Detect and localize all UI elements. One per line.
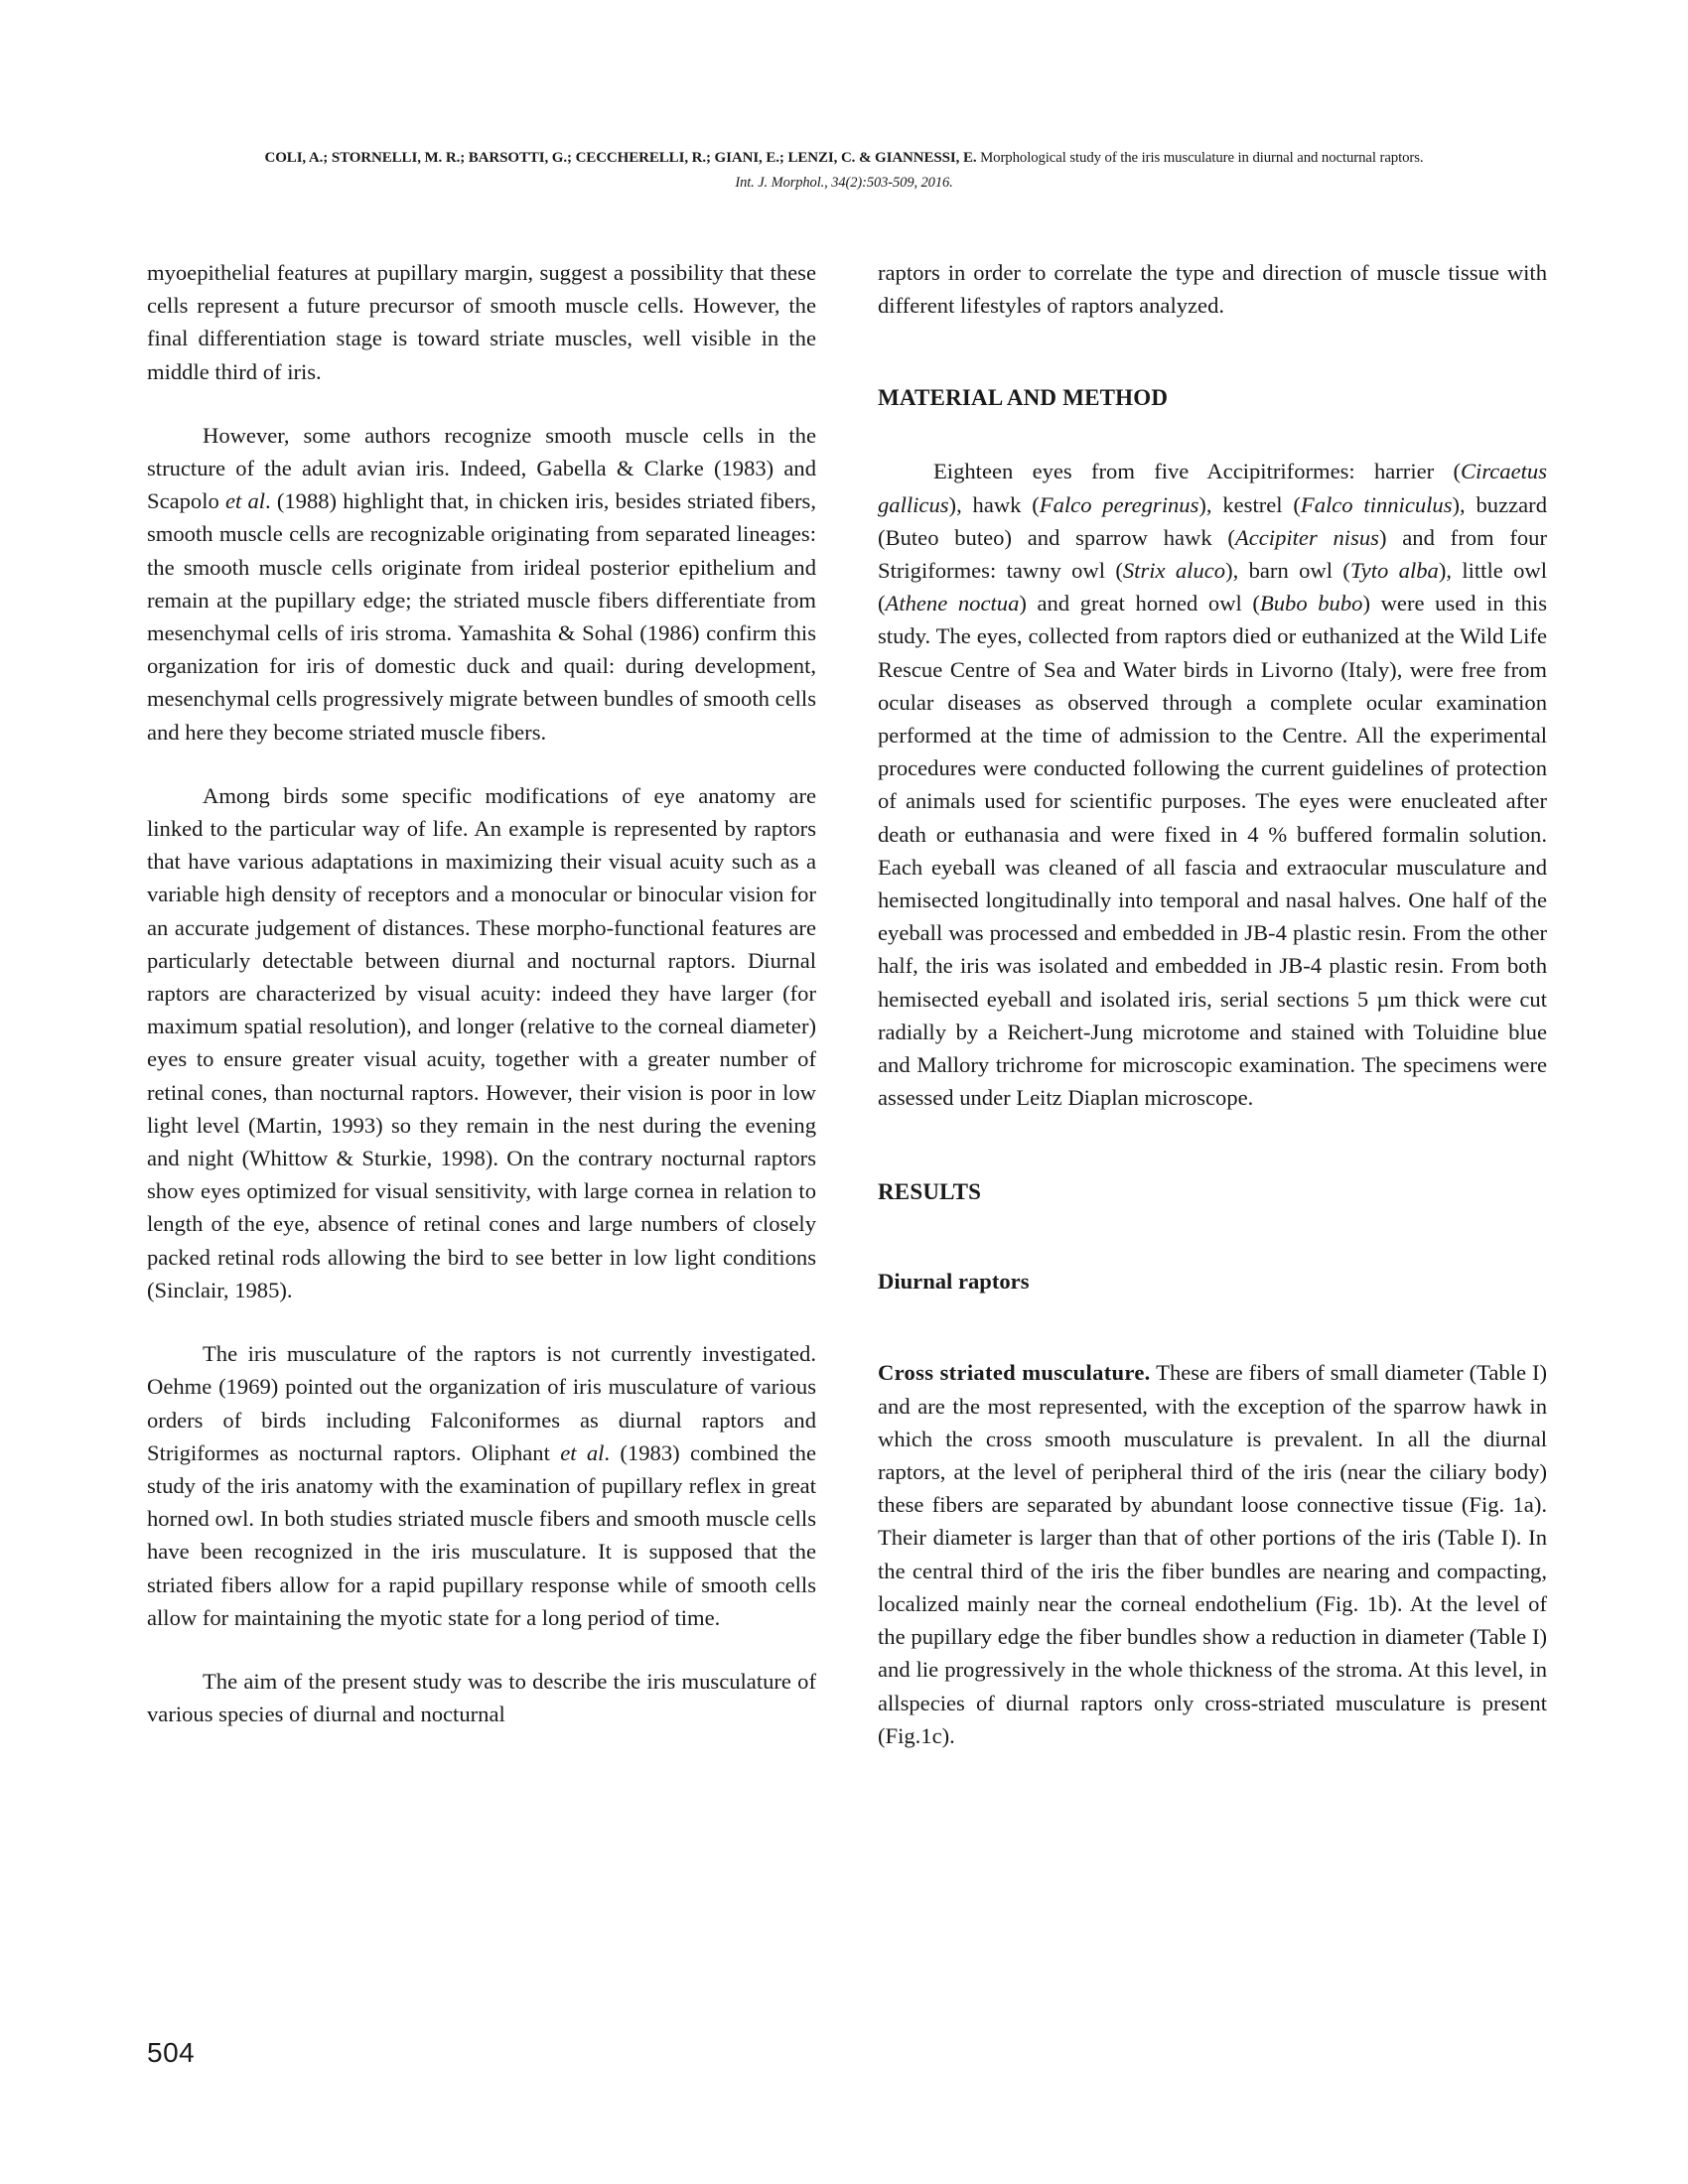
heading-diurnal-raptors: Diurnal raptors xyxy=(878,1269,1030,1295)
paragraph-iris-musculature-raptors xyxy=(147,1337,816,1634)
paragraph-aim-of-study: The aim of the present study was to describe the iris musculature of various species of diurnal and nocturnal xyxy=(147,1668,816,1727)
running-head xyxy=(149,147,1539,195)
species-circaetus-gallicus: Circaetus gallicus xyxy=(878,459,1547,517)
paragraph-myoepithelial: myoepithelial features at pupillary margin, suggest a possibility that these cells represent a future precursor of smooth muscle cells. However, the final differentiation stage is toward striate muscles, well visible in the middle third of iris. xyxy=(147,260,816,384)
species-falco-peregrinus: Falco peregrinus xyxy=(1039,491,1199,517)
paragraph-smooth-muscle-authors xyxy=(147,419,816,749)
right-column xyxy=(878,256,1547,1752)
text-run: . (1983) combined the study of the iris anatomy with the examination of pupillary reflex in great horned owl. In both studies striated muscle fibers and smooth muscle cells have been recognized in the iris musculature. It is supposed that the striated fibers allow for a rapid pupillary response while of smooth cells allow for maintaining the myotic state for a long period of time. xyxy=(147,1439,816,1630)
run-in-heading-cross-striated: Cross striated musculature. xyxy=(878,1360,1151,1386)
text-run: . (1988) highlight that, in chicken iris, besides striated fibers, smooth muscle cells are recognizable originating from separated lineages: the smooth muscle cells originate from irideal posterior epithelium and remain at the pupillary edge; the striated muscle fibers differentiate from mesenchymal cells of iris stroma. Yamashita & Sohal (1986) confirm this organization for iris of domestic duck and quail: during development, mesenchymal cells progressively migrate between bundles of smooth cells and here they become striated muscle fibers. xyxy=(147,488,817,745)
species-accipiter-nisus: Accipiter nisus xyxy=(1234,524,1379,550)
heading-material-and-method: MATERIAL AND METHOD xyxy=(878,385,1169,411)
page-number: 504 xyxy=(147,2037,196,2068)
running-head-article-title: Morphological study of the iris musculature in diurnal and nocturnal raptors. xyxy=(976,150,1424,166)
species-falco-tinniculus: Falco tinniculus xyxy=(1300,491,1453,517)
text-run: ) were used in this study. The eyes, collected from raptors died or euthanized at the Wild Life Rescue Centre of Sea and Water birds in Livorno (Italy), were free from ocular diseases as observed through a complete ocular examination performed at the time of admission to the Centre. All the experimental procedures were conducted following the current guidelines of protection of animals used for scientific purposes. The eyes were enucleated after death or euthanasia and were fixed in 4 % buffered formalin solution. Each eyeball was cleaned of all fascia and extraocular musculature and hemisected longitudinally into temporal and nasal halves. One half of the eyeball was processed and embedded in JB-4 plastic resin. From the other half, the iris was isolated and embedded in JB-4 plastic resin. From both hemisected eyeball and isolated iris, serial sections 5 µm thick were cut radially by a Reichert-Jung microtome and stained with Toluidine blue and Mallory trichrome for microscopic examination. The specimens were assessed under Leitz Diaplan microscope. xyxy=(878,591,1547,1111)
running-head-authors: COLI, A.; STORNELLI, M. R.; BARSOTTI, G.; CECCHERELLI, R.; GIANI, E.; LENZI, C. & GIANNESSI, E. xyxy=(264,150,977,166)
article-body xyxy=(147,256,1547,1752)
italic-et-al: et al xyxy=(224,488,266,514)
text-run: ), little owl ( xyxy=(878,558,1547,616)
heading-results: RESULTS xyxy=(878,1179,982,1205)
text-run: Eighteen eyes from five Accipitriformes: harrier ( xyxy=(933,459,1461,484)
species-athene-noctua: Athene noctua xyxy=(885,591,1020,616)
italic-et-al: et al xyxy=(560,1439,605,1465)
text-run: However, some authors recognize smooth muscle cells in the structure of the adult avian iris. Indeed, Gabella & Clarke (1983) and Scapolo xyxy=(147,422,816,514)
text-run: ) and great horned owl ( xyxy=(1019,591,1260,616)
text-run: ), hawk ( xyxy=(948,491,1040,517)
text-run: ), barn owl ( xyxy=(1225,558,1350,584)
paragraph-among-birds: Among birds some specific modifications of eye anatomy are linked to the particular way of life. An example is represented by raptors that have various adaptations in maximizing their visual acuity such as a variable high density of receptors and a monocular or binocular vision for an accurate judgement of distances. These morpho-functional features are particularly detectable between diurnal and nocturnal raptors. Diurnal raptors are characterized by visual acuity: indeed they have larger (for maximum spatial resolution), and longer (relative to the corneal diameter) eyes to ensure greater visual acuity, together with a greater number of retinal cones, than nocturnal raptors. However, their vision is poor in low light level (Martin, 1993) so they remain in the nest during the evening and night (Whittow & Sturkie, 1998). On the contrary nocturnal raptors show eyes optimized for visual sensitivity, with large cornea in relation to length of the eye, absence of retinal cones and large numbers of closely packed retinal rods allowing the bird to see better in low light conditions (Sinclair, 1985). xyxy=(147,782,816,1302)
paragraph-cross-striated-musculature xyxy=(878,1356,1547,1751)
species-strix-aluco: Strix aluco xyxy=(1122,558,1226,584)
paragraph-raptors-correlate: raptors in order to correlate the type and direction of muscle tissue with different lifestyles of raptors analyzed. xyxy=(878,260,1547,319)
species-bubo-bubo: Bubo bubo xyxy=(1259,591,1363,616)
text-run: These are fibers of small diameter (Table I) and are the most represented, with the exception of the sparrow hawk in which the cross smooth musculature is prevalent. In all the diurnal raptors, at the level of peripheral third of the iris (near the ciliary body) these fibers are separated by abundant loose connective tissue (Fig. 1a). Their diameter is larger than that of other portions of the iris (Table I). In the central third of the iris the fiber bundles are nearing and compacting, localized mainly near the corneal endothelium (Fig. 1b). At the level of the pupillary edge the fiber bundles show a reduction in diameter (Table I) and lie progressively in the whole thickness of the stroma. At this level, in allspecies of diurnal raptors only cross-striated musculature is present (Fig.1c). xyxy=(878,1360,1547,1748)
text-run: ) and from four Strigiformes: tawny owl ( xyxy=(878,524,1548,584)
text-run: ), buzzard (Buteo buteo) and sparrow hawk ( xyxy=(878,491,1548,550)
species-tyto-alba: Tyto alba xyxy=(1349,558,1439,584)
text-run: The iris musculature of the raptors is not currently investigated. Oehme (1969) pointed out the organization of iris musculature of various orders of birds including Falconiformes as diurnal raptors and Strigiformes as nocturnal raptors. Oliphant xyxy=(147,1341,816,1465)
paragraph-eighteen-eyes xyxy=(878,455,1547,1114)
text-run: ), kestrel ( xyxy=(1198,491,1301,517)
running-head-journal-citation: Int. J. Morphol., 34(2):503-509, 2016. xyxy=(735,175,953,192)
left-column xyxy=(147,256,816,1752)
